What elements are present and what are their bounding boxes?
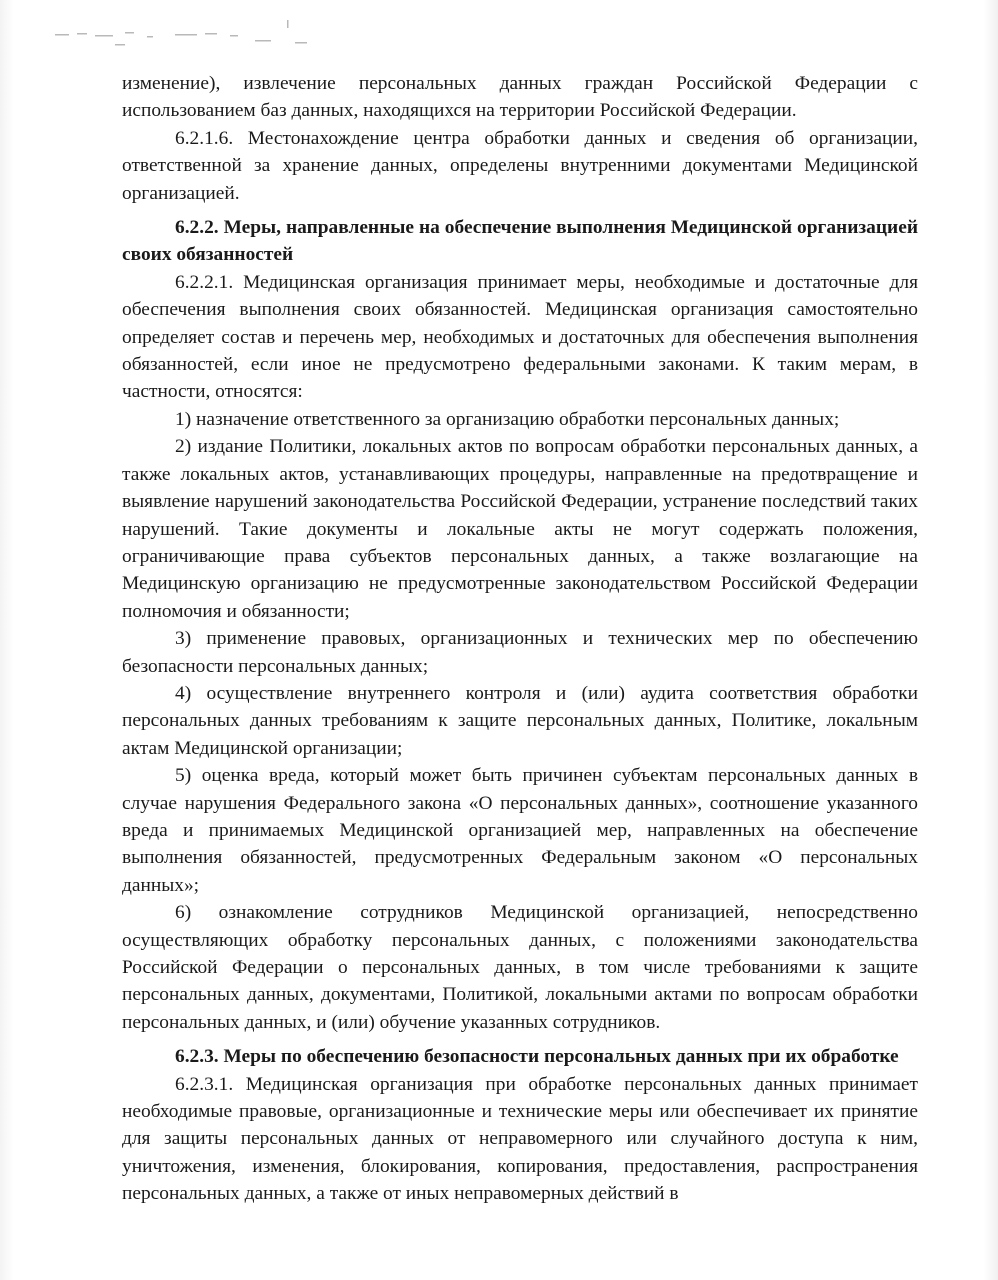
list-item-1: 1) назначение ответственного за организацию обработки персональных данных; [175, 408, 840, 430]
paragraph-continuation: изменение), извлечение персональных данных граждан Российской Федерации с использованием баз данных, находящихся на территории Российской Федерации. [122, 73, 918, 122]
paragraph-6-2-2-1: 6.2.2.1. Медицинская организация принимает меры, необходимые и достаточные для обеспечения выполнения своих обязанностей. Медицинская организация самостоятельно определяет состав и перечень мер, необходимых и достаточных для обеспечения выполнения обязанностей, если иное не предусмотрено федеральными законами. К таким мерам, в частности, относятся: [122, 271, 918, 403]
list-item-5: 5) оценка вреда, который может быть причинен субъектам персональных данных в случае нарушения Федерального закона «О персональных данных», соотношение указанного вреда и принимаемых Медицинской организацией мер, направленных на обеспечение выполнения обязанностей, предусмотренных Федеральным законом «О персональных данных»; [122, 765, 918, 896]
paragraph-6-2-1-6: 6.2.1.6. Местонахождение центра обработки данных и сведения об организации, ответственной за хранение данных, определены внутренними документами Медицинской организацией. [122, 127, 918, 204]
document-body [122, 70, 918, 1208]
paragraph-6-2-3-1: 6.2.3.1. Медицинская организация при обработке персональных данных принимает необходимые правовые, организационные и технические меры или обеспечивает их принятие для защиты персональных данных от неправомерного или случайного доступа к ним, уничтожения, изменения, блокирования, копирования, предоставления, распространения персональных данных, а также от иных неправомерных действий в [122, 1073, 918, 1205]
list-item-6: 6) ознакомление сотрудников Медицинской организацией, непосредственно осуществляющих обработку персональных данных, с положениями законодательства Российской Федерации о персональных данных, в том числе требованиями к защите персональных данных, документами, Политикой, локальными актами по вопросам обработки персональных данных, и (или) обучение указанных сотрудников. [122, 902, 918, 1033]
heading-6-2-3: 6.2.3. Меры по обеспечению безопасности персональных данных при их обработке [175, 1046, 899, 1068]
list-item-2: 2) издание Политики, локальных актов по вопросам обработки персональных данных, а также локальных актов, устанавливающих процедуры, направленные на предотвращение и выявление нарушений законодательства Российской Федерации, устранение последствий таких нарушений. Такие документы и локальные акты не могут содержать положения, ограничивающие права субъектов персональных данных, а также возлагающие на Медицинскую организацию не предусмотренные законодательством Российской Федерации полномочия и обязанности; [122, 436, 918, 622]
scan-artifact-marks [55, 18, 315, 48]
heading-6-2-2: 6.2.2. Меры, направленные на обеспечение выполнения Медицинской организацией своих обязанностей [122, 217, 918, 266]
list-item-4: 4) осуществление внутреннего контроля и (или) аудита соответствия обработки персональных данных требованиям к защите персональных данных, Политике, локальным актам Медицинской организации; [122, 682, 918, 759]
list-item-3: 3) применение правовых, организационных и технических мер по обеспечению безопасности персональных данных; [122, 628, 918, 677]
